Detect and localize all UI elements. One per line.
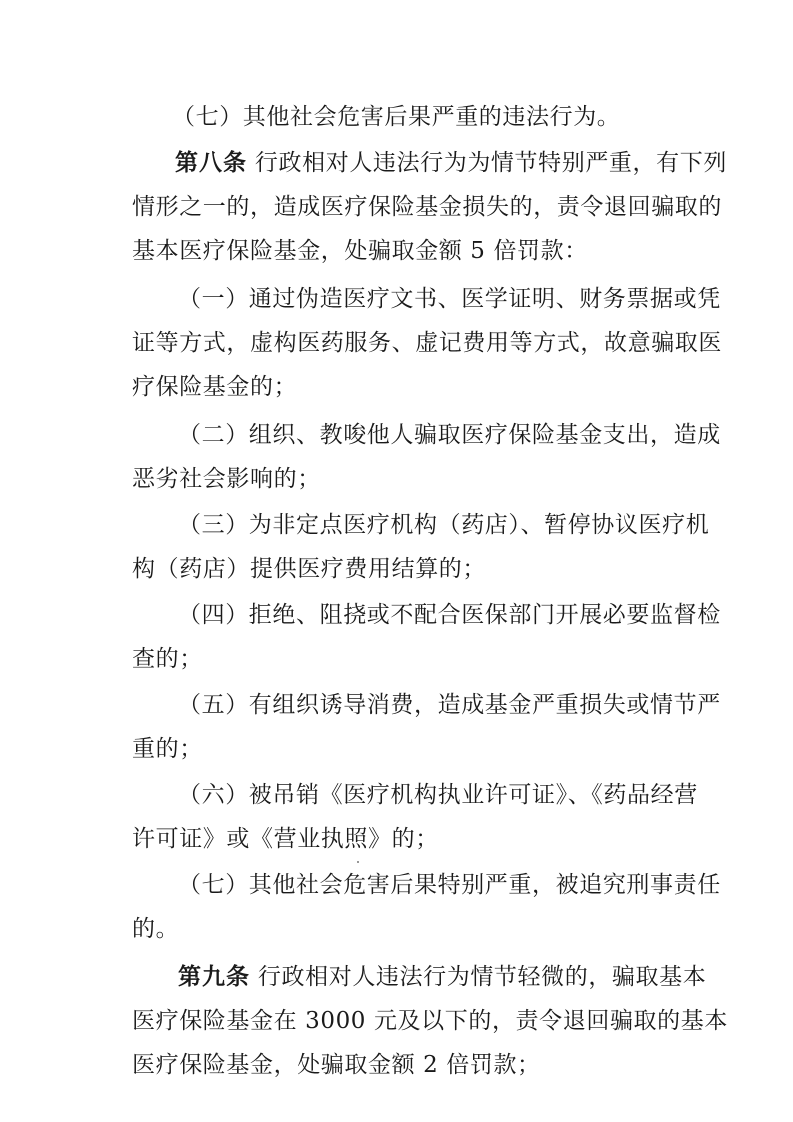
paragraph-item-7-line-1: （七）其他社会危害后果严重的违法行为。: [172, 104, 621, 130]
article-8-line-3: 基本医疗保险基金，处骗取金额 5 倍罚款：: [132, 238, 588, 264]
item-2-line-1: （二）组织、教唆他人骗取医疗保险基金支出，造成: [178, 422, 721, 448]
article-8-line-2: 情形之一的，造成医疗保险基金损失的，责令退回骗取的: [132, 194, 722, 220]
article-9-heading: 第九条: [178, 964, 250, 990]
article-8-line-1: [175, 148, 727, 178]
item-2-line-2: 恶劣社会影响的；: [132, 466, 321, 492]
item-6-line-1: （六）被吊销《医疗机构执业许可证》、《药品经营: [178, 782, 698, 808]
item-1-line-1: （一）通过伪造医疗文书、医学证明、财务票据或凭: [178, 286, 721, 312]
article-9-line-3: 医疗保险基金，处骗取金额 2 倍罚款；: [132, 1052, 541, 1078]
item-1-line-2: 证等方式，虚构医药服务、虚记费用等方式，故意骗取医: [132, 330, 722, 356]
item-4-line-1: （四）拒绝、阻挠或不配合医保部门开展必要监督检: [178, 602, 721, 628]
item-3-line-2: 构（药店）提供医疗费用结算的；: [132, 556, 486, 582]
item-3-line-1: （三）为非定点医疗机构（药店）、暂停协议医疗机: [178, 512, 710, 538]
item-6-line-2: 许可证》或《营业执照》的；: [132, 826, 439, 852]
article-8-text: 行政相对人违法行为为情节特别严重，有下列: [254, 150, 727, 176]
article-9-line-2: 医疗保险基金在 3000 元及以下的，责令退回骗取的基本: [132, 1008, 728, 1034]
scan-speck: [357, 861, 359, 863]
item-4-line-2: 查的；: [132, 646, 203, 672]
item-5-line-1: （五）有组织诱导消费，造成基金严重损失或情节严: [178, 692, 721, 718]
item-7-line-2: 的。: [132, 916, 180, 942]
article-8-heading: 第八条: [175, 150, 247, 176]
article-9-line-1: [178, 962, 706, 992]
item-5-line-2: 重的；: [132, 736, 203, 762]
item-1-line-3: 疗保险基金的；: [132, 374, 298, 400]
item-7-line-1: （七）其他社会危害后果特别严重，被追究刑事责任: [178, 872, 721, 898]
article-9-text: 行政相对人违法行为情节轻微的，骗取基本: [257, 964, 707, 990]
